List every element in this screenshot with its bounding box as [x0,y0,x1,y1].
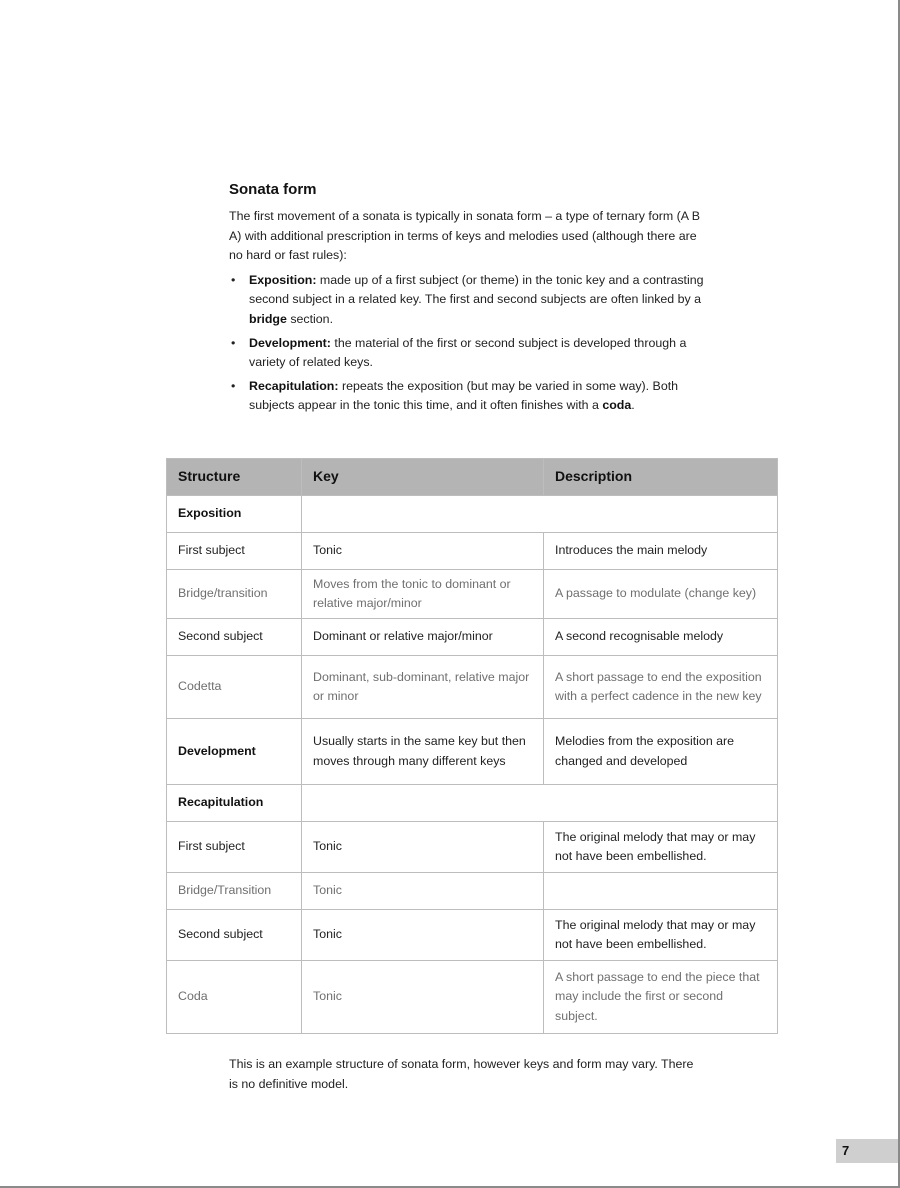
key-cell: Moves from the tonic to dominant or relative major/minor [302,570,544,619]
structure-cell: Second subject [167,910,302,961]
column-header-key: Key [302,459,544,496]
bullet-bold-word: coda [602,398,632,413]
sonata-form-section [229,181,709,420]
bullet-term: Recapitulation: [249,378,339,393]
description-cell: A short passage to end the piece that may include the first or second subject. [544,961,778,1034]
structure-cell: First subject [167,533,302,570]
bullet-exposition [229,271,709,330]
bullet-bold-word: bridge [249,311,287,326]
bullet-dot: • [231,378,236,393]
section-label: Exposition [167,496,302,533]
key-cell: Tonic [302,533,544,570]
section-heading: Sonata form [229,181,317,198]
empty-cell [302,785,778,822]
key-cell: Tonic [302,822,544,873]
section-label: Recapitulation [167,785,302,822]
table-row [167,533,778,570]
structure-cell: Second subject [167,619,302,656]
table-row [167,873,778,910]
intro-paragraph: The first movement of a sonata is typically in sonata form – a type of ternary form (A B A) with additional prescription in terms of keys and melodies used (although there are no hard or fast rules): [229,209,701,263]
structure-cell: Bridge/transition [167,570,302,619]
description-cell: The original melody that may or may not have been embellished. [544,910,778,961]
sonata-structure-table [166,458,778,1034]
bullet-list [229,271,709,416]
description-cell: Introduces the main melody [544,533,778,570]
table-header-row [167,459,778,496]
table-row [167,910,778,961]
key-cell: Tonic [302,961,544,1034]
description-cell: Melodies from the exposition are changed and developed [544,719,778,785]
table-row [167,719,778,785]
footnote: This is an example structure of sonata form, however keys and form may vary. There is no definitive model. [229,1057,694,1091]
bullet-tail: section. [286,311,334,326]
table-row [167,619,778,656]
bullet-text: the material of the first or second subject is developed through a variety of related keys. [249,335,687,370]
bullet-tail: . [631,398,635,413]
structure-cell: Coda [167,961,302,1034]
description-cell: A second recognisable melody [544,619,778,656]
empty-cell [302,496,778,533]
table-row [167,656,778,719]
key-cell: Tonic [302,873,544,910]
page-number: 7 [836,1139,898,1163]
table-row [167,496,778,533]
key-cell: Dominant or relative major/minor [302,619,544,656]
table-row [167,961,778,1034]
column-header-structure: Structure [167,459,302,496]
description-cell: A passage to modulate (change key) [544,570,778,619]
structure-cell: Codetta [167,656,302,719]
key-cell: Tonic [302,910,544,961]
bullet-dot: • [231,335,236,350]
bullet-dot: • [231,272,236,287]
description-cell: A short passage to end the exposition with a perfect cadence in the new key [544,656,778,719]
bullet-text: made up of a first subject (or theme) in the tonic key and a contrasting second subject in a related key. The first and second subjects are often linked by a [249,272,704,307]
bullet-text: repeats the exposition (but may be varied in some way). Both subjects appear in the tonic this time, and it often finishes with a [249,378,679,413]
bullet-term: Exposition: [249,272,317,287]
key-cell: Dominant, sub-dominant, relative major or minor [302,656,544,719]
table-row [167,822,778,873]
structure-cell: Bridge/Transition [167,873,302,910]
bullet-development [229,334,709,373]
bullet-term: Development: [249,335,331,350]
table-row [167,785,778,822]
description-cell: The original melody that may or may not have been embellished. [544,822,778,873]
section-label: Development [167,719,302,785]
description-cell [544,873,778,910]
bullet-recapitulation [229,377,709,416]
key-cell: Usually starts in the same key but then moves through many different keys [302,719,544,785]
table-row [167,570,778,619]
column-header-description: Description [544,459,778,496]
structure-cell: First subject [167,822,302,873]
